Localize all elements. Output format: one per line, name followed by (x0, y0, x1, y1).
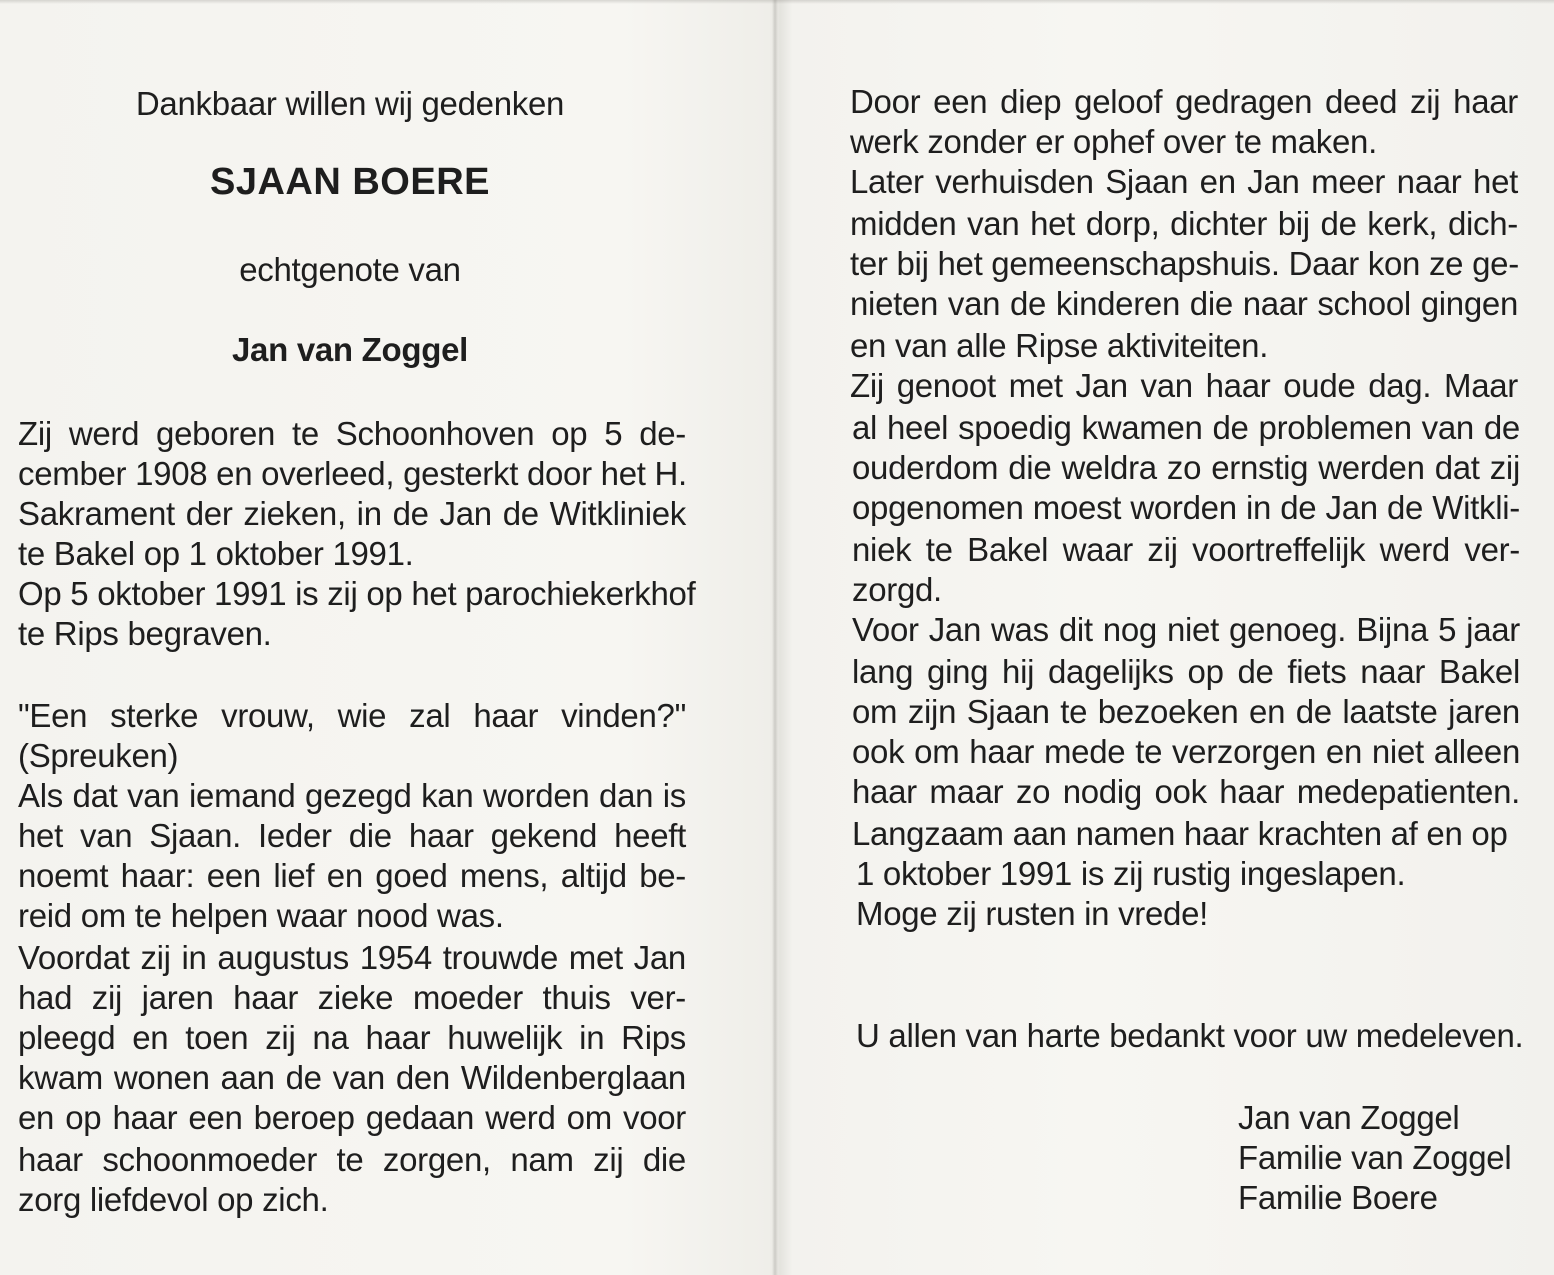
left-line: pleegd en toen zij na haar huwelijk in Rips (18, 1019, 686, 1056)
right-line: haar maar zo nodig ook haar medepatienten. (852, 773, 1520, 810)
intro-text: Dankbaar willen wij gedenken (135, 85, 565, 122)
right-line: Voor Jan was dit nog niet genoeg. Bijna 5 jaar (852, 611, 1520, 648)
left-line: te Bakel op 1 oktober 1991. (18, 535, 414, 572)
deceased-name: SJAAN BOERE (210, 161, 490, 203)
thanks-text: U allen van harte bedankt voor uw medeleven. (856, 1017, 1524, 1054)
signature-line: Familie van Zoggel (1238, 1139, 1512, 1176)
left-line: kwam wonen aan de van den Wildenberglaan (18, 1059, 686, 1096)
right-line: Door een diep geloof gedragen deed zij haar (850, 83, 1518, 120)
right-line: om zijn Sjaan te bezoeken en de laatste jaren (852, 693, 1520, 730)
left-line: cember 1908 en overleed, gesterkt door het H. (18, 455, 687, 492)
card-fold (772, 0, 778, 1275)
right-line: niek te Bakel waar zij voortreffelijk werd ver- (852, 531, 1520, 568)
left-line: Als dat van iemand gezegd kan worden dan is (18, 777, 686, 814)
right-line: zorgd. (852, 571, 942, 608)
right-line: al heel spoedig kwamen de problemen van de (852, 409, 1520, 446)
signature-line: Jan van Zoggel (1238, 1099, 1460, 1136)
signature-line: Familie Boere (1238, 1179, 1438, 1216)
right-line: Zij genoot met Jan van haar oude dag. Maar (850, 367, 1518, 404)
left-line: en op haar een beroep gedaan werd om voor (18, 1099, 686, 1136)
right-line: lang ging hij dagelijks op de fiets naar Bakel (852, 653, 1520, 690)
left-line: Op 5 oktober 1991 is zij op het parochiekerkhof (18, 575, 696, 612)
right-line: Langzaam aan namen haar krachten af en op (852, 815, 1508, 852)
right-line: Later verhuisden Sjaan en Jan meer naar het (850, 163, 1518, 200)
quote-line: "Een sterke vrouw, wie zal haar vinden?" (18, 697, 686, 734)
right-line: ook om haar mede te verzorgen en niet alleen (852, 733, 1520, 770)
right-line: Moge zij rusten in vrede! (856, 895, 1209, 932)
right-line: en van alle Ripse aktiviteiten. (850, 327, 1269, 364)
left-line: had zij jaren haar zieke moeder thuis ver- (18, 979, 686, 1016)
left-line: Zij werd geboren te Schoonhoven op 5 de- (18, 415, 686, 452)
right-line: ouderdom die weldra zo ernstig werden dat zij (852, 449, 1520, 486)
left-line: het van Sjaan. Ieder die haar gekend heeft (18, 817, 686, 854)
spouse-name: Jan van Zoggel (231, 331, 469, 368)
right-line: midden van het dorp, dichter bij de kerk, dich- (850, 205, 1518, 242)
left-line: Sakrament der zieken, in de Jan de Witkliniek (18, 495, 686, 532)
right-line: 1 oktober 1991 is zij rustig ingeslapen. (856, 855, 1406, 892)
left-line: zorg liefdevol op zich. (18, 1181, 329, 1218)
spouse-label: echtgenote van (239, 251, 461, 288)
right-line: ter bij het gemeenschapshuis. Daar kon ze ge- (850, 245, 1519, 282)
right-line: nieten van de kinderen die naar school gingen (850, 285, 1518, 322)
right-line: werk zonder er ophef over te maken. (850, 123, 1377, 160)
left-line: haar schoonmoeder te zorgen, nam zij die (18, 1141, 686, 1178)
left-line: reid om te helpen waar nood was. (18, 897, 504, 934)
left-line: te Rips begraven. (18, 615, 272, 652)
quote-source: (Spreuken) (18, 737, 179, 774)
left-line: noemt haar: een lief en goed mens, altijd be- (18, 857, 686, 894)
left-line: Voordat zij in augustus 1954 trouwde met Jan (18, 939, 686, 976)
right-line: opgenomen moest worden in de Jan de Witkli- (852, 489, 1520, 526)
